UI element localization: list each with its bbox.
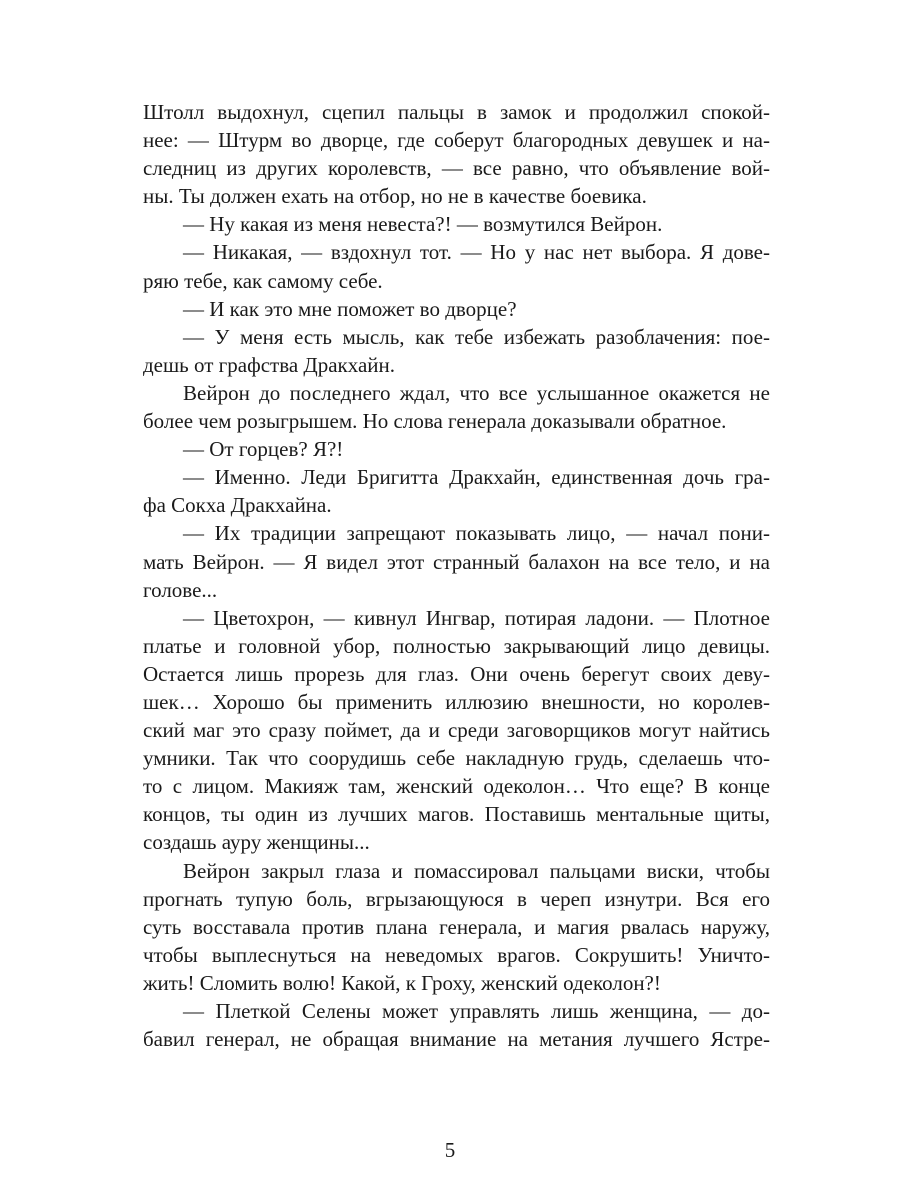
text-line: шек… Хорошо бы применить иллюзию внешности, но королев- — [143, 689, 770, 714]
page-number: 5 — [444, 1138, 456, 1162]
text-line: концов, ты один из лучших магов. Поставишь ментальные щиты, — [143, 802, 770, 827]
text-line: — Плеткой Селены может управлять лишь женщина, — до- — [183, 999, 770, 1023]
text-line: мать Вейрон. — Я видел этот странный балахон на все тело, и на — [143, 549, 770, 574]
text-line: — И как это мне поможет во дворце? — [183, 296, 517, 321]
text-line: платье и головной убор, полностью закрывающий лицо девицы. — [143, 633, 770, 658]
text-line: — Цветохрон, — кивнул Ингвар, потирая ладони. — Плотное — [183, 605, 770, 630]
text-line: нее: — Штурм во дворце, где соберут благородных девушек и на- — [143, 128, 770, 153]
text-line: — Никакая, — вздохнул тот. — Но у нас нет выбора. Я дове- — [183, 240, 770, 265]
text-line: Вейрон закрыл глаза и помассировал пальцами виски, чтобы — [183, 858, 770, 883]
body-text — [143, 98, 770, 1053]
text-line: ряю тебе, как самому себе. — [143, 268, 383, 293]
text-line: создашь ауру женщины... — [143, 830, 370, 855]
text-line: чтобы выплеснуться на неведомых врагов. Сокрушить! Уничто- — [143, 942, 770, 967]
text-line: — От горцев? Я?! — [183, 437, 344, 462]
text-line: Вейрон до последнего ждал, что все услышанное окажется не — [183, 380, 770, 405]
text-line: — Ну какая из меня невеста?! — возмутился Вейрон. — [183, 212, 663, 237]
text-line: следниц из других королевств, — все равно, что объявление вой- — [143, 156, 770, 181]
text-line: бавил генерал, не обращая внимание на метания лучшего Ястре- — [143, 1027, 770, 1052]
text-line: жить! Сломить волю! Какой, к Гроху, женский одеколон?! — [143, 970, 661, 995]
text-line: — Именно. Леди Бригитта Дракхайн, единственная дочь гра- — [183, 465, 770, 490]
text-line: умники. Так что соорудишь себе накладную грудь, сделаешь что- — [143, 746, 770, 771]
text-line: ский маг это сразу поймет, да и среди заговорщиков могут найтись — [143, 718, 770, 743]
text-line: Штолл выдохнул, сцепил пальцы в замок и продолжил спокой- — [143, 100, 770, 124]
text-line: дешь от графства Дракхайн. — [143, 352, 396, 377]
text-line: — Их традиции запрещают показывать лицо, — начал пони- — [183, 521, 770, 546]
text-line: — У меня есть мысль, как тебе избежать разоблачения: пое- — [183, 324, 770, 349]
text-line: голове... — [143, 577, 218, 602]
text-line: ны. Ты должен ехать на отбор, но не в качестве боевика. — [143, 184, 647, 209]
text-line: то с лицом. Макияж там, женский одеколон… Что еще? В конце — [143, 774, 770, 799]
text-line: суть восставала против плана генерала, и магия рвалась наружу, — [143, 914, 770, 939]
text-line: более чем розыгрышем. Но слова генерала доказывали обратное. — [143, 409, 727, 434]
text-line: прогнать тупую боль, вгрызающуюся в череп изнутри. Вся его — [143, 886, 770, 911]
text-line: фа Сокха Дракхайна. — [143, 493, 332, 518]
text-line: Остается лишь прорезь для глаз. Они очень берегут своих деву- — [143, 661, 770, 686]
